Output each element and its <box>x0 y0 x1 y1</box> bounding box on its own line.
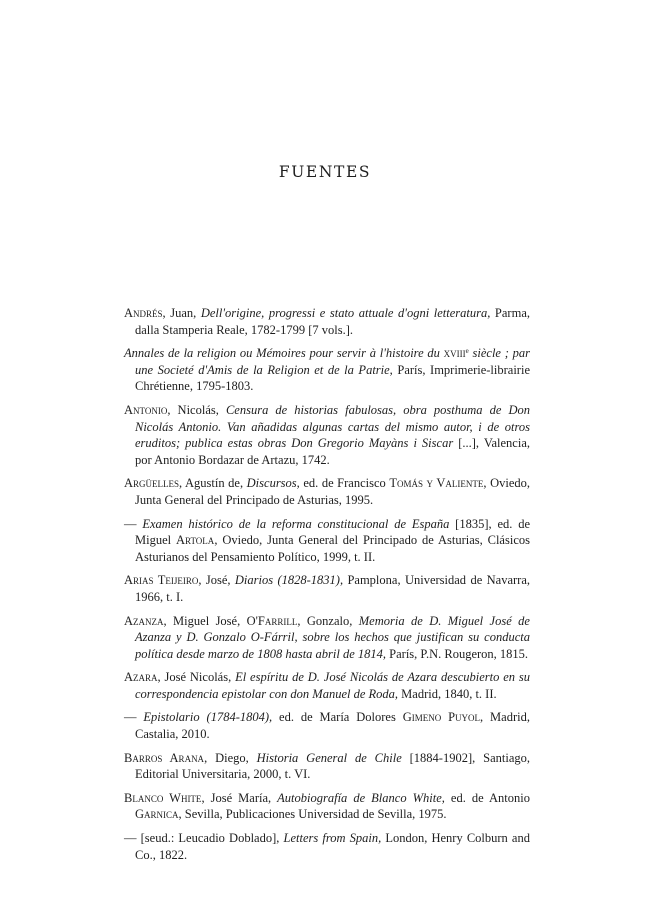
publication-info: ed. de Francisco <box>299 476 390 491</box>
work-title: Annales de la religion ou Mémoires pour servir à l'histoire du <box>124 346 444 361</box>
editor-name: Gimeno Puyol <box>402 710 481 725</box>
work-title-continued: siècle ; par une Societé d'Amis de la Religion et de la Patrie, <box>135 346 530 377</box>
author-detail: , Juan, <box>162 306 201 320</box>
author-detail: , Nicolás, <box>167 402 226 417</box>
publication-info: Madrid, 1840, t. II. <box>398 686 497 701</box>
publication-info: [1835], ed. de Miguel <box>135 516 531 548</box>
bibliography-entry <box>124 402 530 468</box>
work-title: Dell'origine, progressi e stato attuale d'ogni letteratura, <box>200 306 491 320</box>
bibliography-entry <box>124 516 530 566</box>
work-title: El espíritu de D. José Nicolás de Azara descubierto en su correspondencia epistolar con don Manuel de Roda, <box>135 670 530 701</box>
editor-name: Garnica <box>135 807 179 822</box>
bibliography-entry <box>124 572 530 605</box>
author-detail: , Diego, <box>204 750 257 765</box>
author-name: Azanza <box>124 613 164 628</box>
work-title: Discursos, <box>246 476 300 491</box>
bibliography-entry <box>124 750 530 783</box>
publication-info: ed. de María Dolores <box>272 710 403 725</box>
publication-info: , Sevilla, Publicaciones Universidad de Sevilla, 1975. <box>178 807 447 822</box>
ditto-dash: — <box>124 710 144 725</box>
bibliography-entry <box>124 475 530 508</box>
author-name: Andrés <box>124 306 163 320</box>
publication-info: , Oviedo, Junta General del Principado de Asturias, Clásicos Asturianos del Pensamiento Político, 1999, t. II. <box>135 533 530 564</box>
author-detail: , José, <box>198 573 235 588</box>
author-detail: , José María, <box>201 790 278 805</box>
bibliography-entry <box>124 830 530 863</box>
author-detail: , Agustín de, <box>179 476 247 491</box>
editor-name: Tomás y Valiente <box>389 476 484 491</box>
bibliography-entry <box>124 709 530 742</box>
publication-info: [1884-1902], Santiago, Editorial Universitaria, 2000, t. VI. <box>135 750 530 782</box>
work-title: Censura de historias fabulosas, obra posthuma de Don Nicolás Antonio. Van añadidas algunas cartas del mismo autor, i de otros eruditos; publica estas obras Don Gregorio Mayàns i Siscar <box>135 402 531 451</box>
author-name: Antonio <box>124 402 168 417</box>
author-detail: , Gonzalo, <box>297 613 359 628</box>
ditto-dash: — <box>124 516 143 531</box>
page-title: FUENTES <box>278 163 372 181</box>
publication-info: , Oviedo, Junta General del Principado de Asturias, 1995. <box>135 476 530 507</box>
work-title: Examen histórico de la reforma constitucional de España <box>142 516 450 531</box>
century-numeral: xviii <box>443 346 466 361</box>
author-name: Argüelles <box>124 476 180 491</box>
work-title: Historia General de Chile <box>256 750 402 765</box>
author-name: Arias Teijeiro <box>124 573 199 588</box>
work-title: Letters from Spain, <box>283 831 382 846</box>
author-detail: , José Nicolás, <box>157 670 236 685</box>
work-title: Epistolario (1784-1804), <box>143 710 273 725</box>
editor-name: Artola <box>175 533 215 548</box>
bibliography-entry <box>124 305 530 338</box>
work-title: Diarios (1828-1831), <box>234 573 344 588</box>
publication-info: Pamplona, Universidad de Navarra, 1966, t. I. <box>135 573 530 604</box>
publication-info: London, Henry Colburn and Co., 1822. <box>135 831 530 862</box>
author-detail: , Miguel José, O' <box>163 613 258 628</box>
publication-info: [...], Valencia, por Antonio Bordazar de Artazu, 1742. <box>135 436 530 467</box>
century-superscript: e <box>465 347 469 356</box>
author-name: Farrill <box>257 613 298 628</box>
publication-info: París, Imprimerie-librairie Chrétienne, 1795-1803. <box>135 362 530 394</box>
author-name: Azara <box>124 670 158 685</box>
publication-info: Parma, dalla Stamperia Reale, 1782-1799 [7 vols.]. <box>135 306 530 337</box>
publication-info: , Madrid, Castalia, 2010. <box>135 710 530 742</box>
bibliography-entry <box>124 345 530 395</box>
ditto-pseudonym: — [seud.: Leucadio Doblado], <box>124 831 284 846</box>
bibliography-entry <box>124 790 530 823</box>
publication-info: París, P.N. Rougeron, 1815. <box>386 646 529 661</box>
bibliography-entry <box>124 613 530 663</box>
author-name: Blanco White <box>124 790 202 805</box>
work-title: Memoria de D. Miguel José de Azanza y D. Gonzalo O-Fárril, sobre los hechos que justifican su conducta política desde marzo de 1808 hasta abril de 1814, <box>135 613 530 661</box>
bibliography-entry <box>124 669 530 702</box>
publication-info: ed. de Antonio <box>444 790 530 805</box>
work-title: Autobiografía de Blanco White, <box>277 790 445 805</box>
author-name: Barros Arana <box>124 750 205 765</box>
bibliography-list <box>124 305 530 870</box>
